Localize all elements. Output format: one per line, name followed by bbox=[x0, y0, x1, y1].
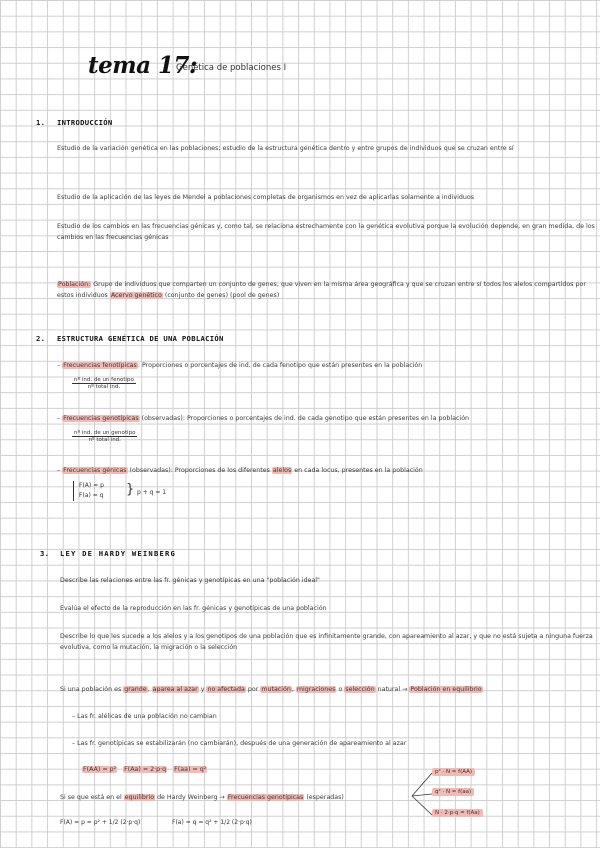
allele-frequencies: F(A) = p F(a) = q bbox=[73, 481, 104, 501]
branch-arrows bbox=[410, 770, 434, 820]
hw-equilibrium-line: Si se que está en el equilibrio de Hardy Weinberg → Frecuencias genotípicas (esperadas) bbox=[60, 794, 344, 801]
section-3-number: 3. bbox=[40, 549, 50, 558]
hw-bullet-1: – Las fr. alélicas de una población no cambian bbox=[72, 713, 217, 720]
intro-paragraph-2: Estudio de la aplicación de las leyes de Mendel a poblaciones completas de organismos en vez de aplicarlas solamente a individuos bbox=[57, 194, 474, 201]
section-1-number: 1. bbox=[36, 118, 46, 127]
freq-A-formula: F(A) = p = p² + 1/2 (2·p·q) bbox=[60, 819, 141, 826]
expected-Aa: N · 2·p·q = f(Aa) bbox=[432, 809, 483, 817]
intro-paragraph-3: Estudio de los cambios en las frecuencias génicas y, como tal, se relaciona estrechamente con la genética evolutiva porque la evolución depende, en gran medida, de los cambios en las frecuencias génicas bbox=[57, 223, 595, 241]
intro-paragraph-1: Estudio de la variación genética en las poblaciones; estudio de la estructura genética dentro y entre grupos de individuos que se cruzan entre sí bbox=[57, 145, 514, 152]
poblacion-term: Población: bbox=[58, 281, 91, 288]
freq-a-formula: F(a) = q = q² + 1/2 (2·p·q) bbox=[172, 819, 252, 826]
genotype-frequencies: F(AA) = p² F(Aa) = 2·p·q F(aa) = q² bbox=[83, 766, 207, 773]
page-subtitle: Genética de poblaciones I bbox=[176, 63, 287, 73]
hw-paragraph-2: Evalúa el efecto de la reproducción en las fr. génicas y genotípicas de una población bbox=[60, 605, 327, 612]
page-title: tema 17: bbox=[88, 52, 198, 79]
genotipicas-item: – Frecuencias genotípicas (observadas): Proporciones o porcentajes de ind. de cada genotipo que están presentes en la población bbox=[57, 415, 470, 422]
section-2-number: 2. bbox=[36, 334, 46, 343]
expected-aa: q² · N = f(aa) bbox=[432, 788, 474, 796]
hw-paragraph-1: Describe las relaciones entre las fr. génicas y genotípicas en una "población ideal" bbox=[60, 577, 320, 584]
expected-AA: p² · N = f(AA) bbox=[432, 768, 475, 776]
section-3-heading: LEY DE HARDY WEINBERG bbox=[60, 549, 177, 558]
acervo-genetico-term: Acervo genético bbox=[110, 292, 162, 299]
section-1-heading: INTRODUCCIÓN bbox=[57, 118, 113, 127]
fenotipicas-item: – Frecuencias fenotípicas: Proporciones o porcentajes de ind. de cada fenotipo que están presentes en la población bbox=[57, 362, 423, 369]
section-2-heading: ESTRUCTURA GENÉTICA DE UNA POBLACIÓN bbox=[57, 334, 224, 343]
fenotipicas-fraction: nº ind. de un fenotipo nº total ind. bbox=[74, 377, 134, 390]
poblacion-definition: Población: Grupo de individuos que comparten un conjunto de genes, que viven en la misma área geográfica y que se cruzan entre sí todos los alelos compartidos por estos individuos Acervo genético (conjunto de genes) (pool de genes) bbox=[57, 281, 586, 299]
hw-paragraph-3: Describe lo que les sucede a los alelos y a los genotipos de una población que es infinitamente grande, con apareamiento al azar, y que no está sujeta a ninguna fuerza evolutiva, como la mutación, la migración o la selección bbox=[60, 633, 593, 651]
hw-conditions: Si una población es grande, aparea al azar y no afectada por mutación, migraciones o selección natural → Población en equilibrio bbox=[60, 686, 482, 693]
genicas-item: – Frecuencias génicas (observadas): Proporciones de los diferentes alelos en cada locus, presentes en la población bbox=[57, 467, 423, 474]
brace: } bbox=[126, 482, 135, 497]
p-plus-q: p + q = 1 bbox=[137, 489, 167, 496]
hw-bullet-2: – Las fr. genotípicas se estabilizarán (no cambiarán), después de una generación de apareamiento al azar bbox=[72, 740, 407, 747]
genotipicas-fraction: nº ind. de un genotipo nº total ind. bbox=[74, 430, 136, 443]
